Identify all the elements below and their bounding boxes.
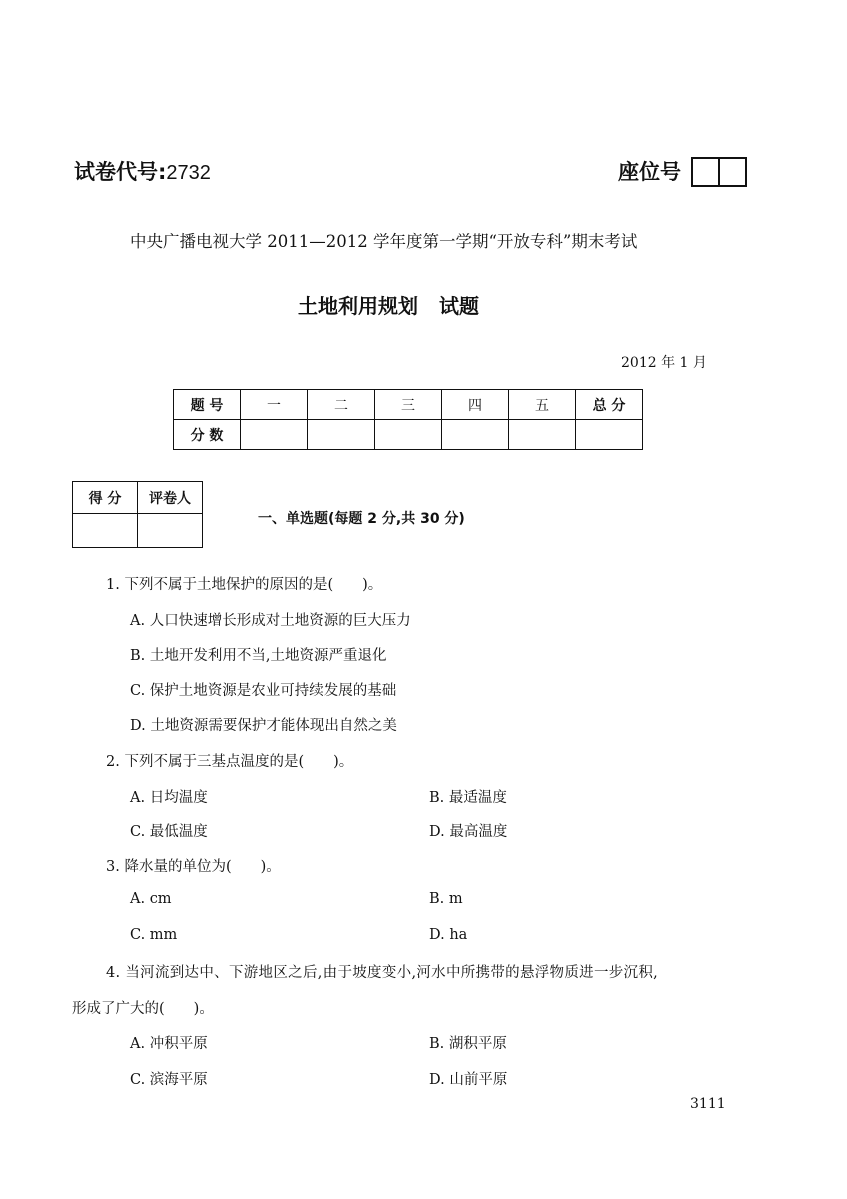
question-3-option-b[interactable]: B. m [429, 891, 463, 907]
column-2: 二 [308, 390, 375, 420]
score-table-header-row [174, 390, 643, 420]
column-5: 五 [509, 390, 576, 420]
score-table [173, 389, 643, 450]
score-cell[interactable] [442, 420, 509, 450]
question-3-stem: 3. 降水量的单位为( )。 [106, 859, 281, 875]
exam-date: 2012 年 1 月 [621, 355, 707, 371]
question-4-stem-line-2: 形成了广大的( )。 [72, 1001, 214, 1017]
column-total: 总 分 [576, 390, 643, 420]
grader-table [72, 481, 203, 548]
column-4: 四 [442, 390, 509, 420]
score-cell[interactable] [241, 420, 308, 450]
question-2-option-a[interactable]: A. 日均温度 [130, 790, 208, 806]
question-4-stem-line-1: 4. 当河流到达中、下游地区之后,由于坡度变小,河水中所携带的悬浮物质进一步沉积, [106, 965, 659, 981]
question-1-option-c[interactable]: C. 保护土地资源是农业可持续发展的基础 [130, 683, 397, 699]
question-1-option-b[interactable]: B. 土地开发利用不当,土地资源严重退化 [130, 648, 387, 664]
score-cell[interactable] [375, 420, 442, 450]
section-heading: 一、单选题(每题 2 分,共 30 分) [258, 511, 465, 527]
seat-number-label: 座位号 [618, 160, 681, 184]
score-cell[interactable] [509, 420, 576, 450]
seat-number-boxes [691, 157, 747, 187]
score-cell[interactable] [576, 420, 643, 450]
question-number-label: 题 号 [174, 390, 241, 420]
question-4-option-d[interactable]: D. 山前平原 [429, 1072, 508, 1088]
grader-cell[interactable] [138, 514, 203, 548]
question-2-stem: 2. 下列不属于三基点温度的是( )。 [106, 754, 354, 770]
question-2-option-c[interactable]: C. 最低温度 [130, 824, 208, 840]
question-4-option-b[interactable]: B. 湖积平原 [429, 1036, 507, 1052]
exam-code-label: 试卷代号: [74, 160, 167, 184]
page-number: 3111 [690, 1096, 726, 1112]
question-3-option-d[interactable]: D. ha [429, 927, 468, 943]
question-3-option-a[interactable]: A. cm [130, 891, 172, 907]
paper-title: 土地利用规划 试题 [298, 294, 479, 318]
question-4-option-a[interactable]: A. 冲积平原 [130, 1036, 208, 1052]
score-cell[interactable] [73, 514, 138, 548]
exam-code-number: 2732 [166, 162, 211, 184]
question-2-option-b[interactable]: B. 最适温度 [429, 790, 507, 806]
question-1-stem: 1. 下列不属于土地保护的原因的是( )。 [106, 577, 383, 593]
seat-box [691, 157, 720, 187]
question-4-option-c[interactable]: C. 滨海平原 [130, 1072, 208, 1088]
question-2-option-d[interactable]: D. 最高温度 [429, 824, 508, 840]
score-cell[interactable] [308, 420, 375, 450]
column-3: 三 [375, 390, 442, 420]
score-label: 分 数 [174, 420, 241, 450]
exam-code [74, 156, 211, 186]
question-1-option-a[interactable]: A. 人口快速增长形成对土地资源的巨大压力 [130, 613, 411, 629]
question-3-option-c[interactable]: C. mm [130, 927, 178, 943]
seat-box [720, 157, 747, 187]
column-1: 一 [241, 390, 308, 420]
score-table-score-row [174, 420, 643, 450]
grader-label: 评卷人 [138, 482, 203, 514]
university-line: 中央广播电视大学 2011—2012 学年度第一学期“开放专科”期末考试 [130, 232, 638, 251]
score-label: 得 分 [73, 482, 138, 514]
question-1-option-d[interactable]: D. 土地资源需要保护才能体现出自然之美 [130, 718, 397, 734]
